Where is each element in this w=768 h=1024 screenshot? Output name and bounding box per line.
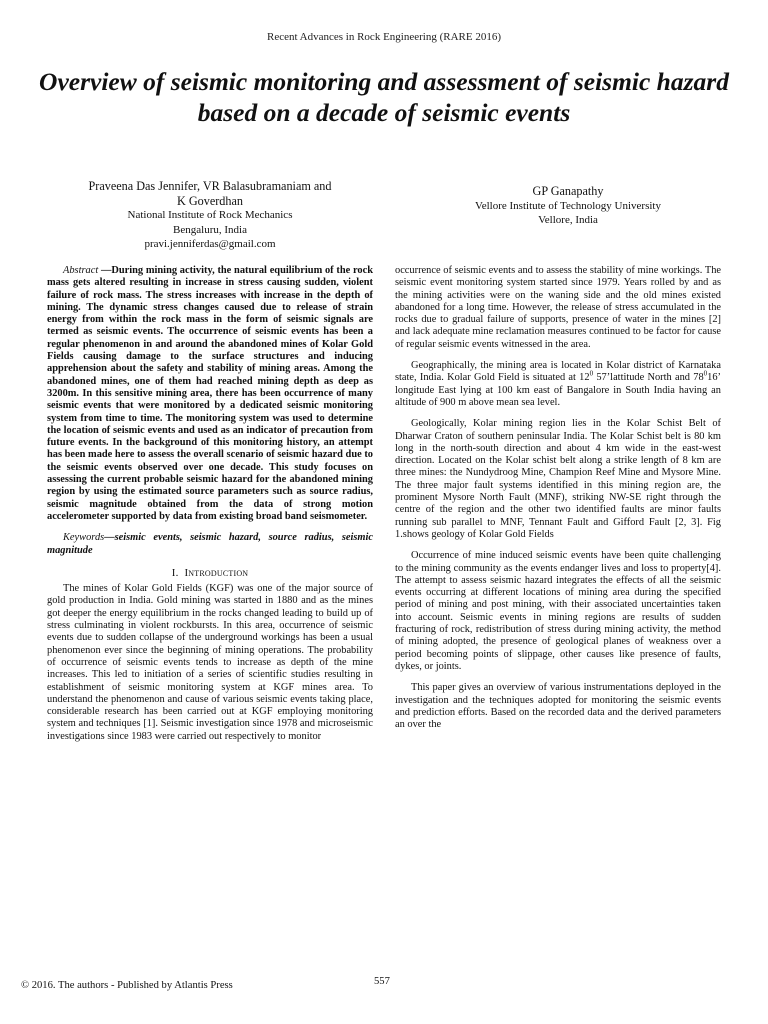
geo-text-b: 57’lattitude North and 78 bbox=[593, 372, 704, 384]
paragraph-continued: occurrence of seismic events and to assess the stability of mine workings. The seismic event monitoring system started since 1979. Years rolled by and as the mining activities were on the waning side and the old mines existed abandoned for a long time. However, the release of stress accumulated in the rocks due to gradual failure of supports, presence of water in the mines [2] and lack adequate mine reclamation measures continued to be factor for cause of regular seismic events witnessed in the area. bbox=[395, 265, 721, 350]
abstract-text: —During mining activity, the natural equilibrium of the rock mass gets altered resulting in increase in stress causing sudden, violent failure of rock mass. The stress increases with increase in the depth of mining. The dynamic stress changes caused due to release of strain energy from within the rock mass in the form of seismic signals are termed as seismic events. The occurrence of seismic events has been a regular phenomenon in and around the abandoned mines of Kolar Gold Fields causing damage to the surface structures and inducing apprehension about the safety and stability of mining areas. Among the abandoned mines, one of them had reached mining depth as deep as 3200m. In this sensitive mining area, there has been occurrence of many seismic events that were monitored by a dedicated seismic monitoring system from time to time. The monitoring system was used to determine the location of seismic events and used as an indicator of precaution from future events. In the background of this monitoring history, an attempt has been made here to assess the overall scenario of seismic hazard due to the seismic events observed over one decade. This study focuses on assessing the current probable seismic hazard for the abandoned mining region by using the estimated source parameters such as source radius, seismic magnitude obtained from the data of strong motion accelerometer supported by data from existing broad band seismometer. bbox=[47, 265, 373, 522]
footer-copyright: © 2016. The authors - Published by Atlantis Press bbox=[21, 980, 233, 991]
paragraph-overview: This paper gives an overview of various instrumentations deployed in the investigation and the techniques adopted for monitoring the seismic events and prediction efforts. Based on the recorded data and the derived parameters an over the bbox=[395, 682, 721, 731]
author-location-right: Vellore, India bbox=[538, 214, 598, 226]
degree-sup-1: 0 bbox=[589, 369, 594, 378]
paragraph-geology: Geologically, Kolar mining region lies in the Kolar Schist Belt of Dharwar Craton of southern peninsular India. The Kolar Schist belt is 80 km long in the north-south direction and about 4 km wide in the east-west direction. Located on the Kolar schist belt along a strike length of 8 km are three mines: the Nundydroog Mine, Champion Reef Mine and Mysore Mine. The three major fault systems identified in this mining region are, the prominent Mysore North Fault (MNF), striking NW-SE right through the centre of the region and the other two identified faults are minor faults running sub parallel to MNF, Tennant Fault and Gifford Fault [2, 3]. Fig 1.shows geology of Kolar Gold Fields bbox=[395, 418, 721, 540]
paragraph-intro: The mines of Kolar Gold Fields (KGF) was one of the major source of gold production in India. Gold mining was started in 1880 and as the mines got deeper the energy equilibrium in the rocks changed leading to build up of stress culminating in violent rockbursts. In this area, occurrence of seismic events due to sudden collapse of the underground workings has been a usual phenomenon ever since the beginning of mining operations. The probability of occurrence of seismic events tends to increase as depth of the mine increases. This led to initiation of a series of scientific studies resulting in establishment of seismic monitoring system at KGF mines area. To understand the phenomenon and cause of various seismic events taking place, considerable research has been carried out at KGF employing monitoring system and techniques [1]. Seismic investigation since 1978 and microseismic investigations since 1983 were carried out respectively to monitor bbox=[47, 583, 373, 742]
author-block-left bbox=[50, 179, 370, 252]
section-title: Introduction bbox=[184, 566, 249, 579]
degree-sup-2: 0 bbox=[703, 369, 708, 378]
conference-header: Recent Advances in Rock Engineering (RARE 2016) bbox=[266, 31, 501, 43]
paragraph-occurrence: Occurrence of mine induced seismic events have been quite challenging to the mining community as the events endanger lives and loss to property[4]. The attempt to assess seismic hazard integrates the effects of all the seismic events occurring at different locations of mining area during the specified period of mining and post mining, with their associated uncertainties taken into account. Seismic events in mining regions are results of sudden fracturing of rock, redistribution of stress during mining activity, the method of mining adopted, the presence of geological planes of weakness over a period becoming points of slippage, other causes like presence of faults, dykes, or joints. bbox=[395, 550, 721, 672]
page-number: 557 bbox=[374, 976, 390, 987]
author-names-left-line1: Praveena Das Jennifer, VR Balasubramaniam and bbox=[88, 179, 332, 193]
author-name-right: GP Ganapathy bbox=[532, 184, 604, 198]
author-names-left-line2: K Goverdhan bbox=[177, 193, 243, 208]
keywords-label: Keywords bbox=[63, 532, 105, 544]
paragraph-geography bbox=[395, 360, 721, 409]
geo-text-a: Geographically, the mining area is located in Kolar district of Karnataka state, India. Kolar Gold Field is situated at 12 bbox=[395, 360, 721, 384]
abstract-label: Abstract bbox=[63, 265, 99, 276]
right-column bbox=[395, 265, 721, 740]
author-location-left: Bengaluru, India bbox=[173, 223, 247, 236]
geo-text-c: 16’ longitude East lying at 100 km east of Bangalore in South India having an altitude of 900 m above mean sea level. bbox=[395, 372, 721, 408]
abstract bbox=[47, 265, 373, 523]
keywords-text: —seismic events, seismic hazard, source radius, seismic magnitude bbox=[47, 532, 373, 556]
section-number: I. bbox=[171, 566, 179, 579]
section-heading-introduction bbox=[47, 567, 373, 579]
author-block-right bbox=[418, 184, 718, 228]
paper-title: Overview of seismic monitoring and assessment of seismic hazard based on a decade of seismic events bbox=[39, 67, 729, 127]
author-institution-left: National Institute of Rock Mechanics bbox=[127, 209, 293, 221]
author-institution-right: Vellore Institute of Technology University bbox=[475, 199, 661, 212]
keywords bbox=[47, 532, 373, 557]
left-column bbox=[47, 265, 373, 752]
author-email[interactable]: pravi.jenniferdas@gmail.com bbox=[144, 238, 276, 250]
